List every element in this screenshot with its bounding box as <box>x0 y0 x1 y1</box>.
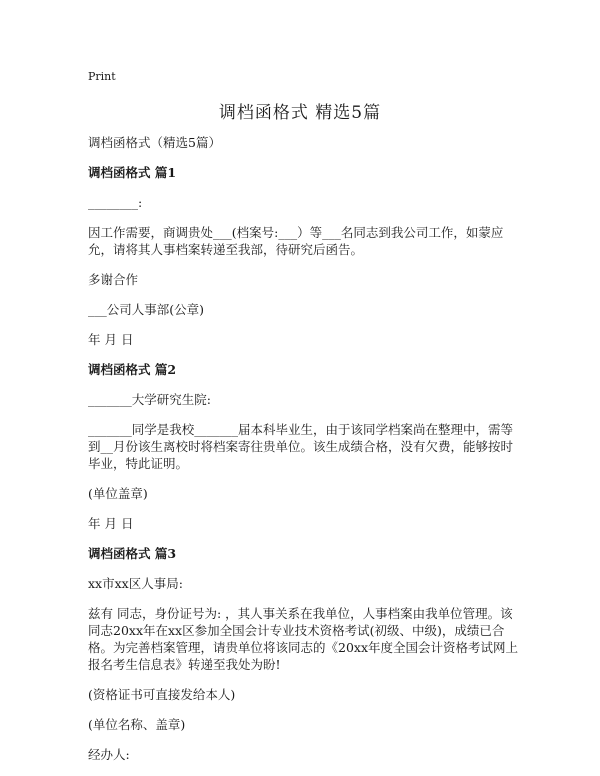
section-2-body: _______同学是我校_______届本科毕业生，由于该同学档案尚在整理中，需等到__月份该生离校时将档案寄往贵单位。该生成绩合格，没有欠费，能够按时毕业，特此证明。 <box>88 422 514 471</box>
document-title: 调档函格式 精选5篇 <box>218 103 382 123</box>
section-2-signature: (单位盖章) <box>88 486 148 501</box>
section-3-heading: 调档函格式 篇3 <box>88 546 177 561</box>
section-3-signature: (单位名称、盖章) <box>88 717 186 732</box>
section-1-salutation: ________: <box>88 195 143 210</box>
print-label: Print <box>88 70 116 83</box>
section-3-body: 兹有 同志，身份证号为: ，其人事关系在我单位，人事档案由我单位管理。该同志20xx年在xx区参加全国会计专业技术资格考试(初级、中级)，成绩已合格。为完善档案管理，请贵单位将该同志的《20xx年度全国会计资格考试网上报名考生信息表》转递至我处为盼! <box>88 606 519 672</box>
section-1-body: 因工作需要，商调贵处___(档案号:___）等___名同志到我公司工作，如蒙应允，请将其人事档案转递至我部，待研究后函告。 <box>88 225 504 257</box>
section-2-date: 年 月 日 <box>88 516 134 531</box>
section-2-heading: 调档函格式 篇2 <box>88 362 177 377</box>
section-3-salutation: xx市xx区人事局: <box>88 576 183 591</box>
document-body <box>88 134 520 776</box>
section-1-thanks: 多谢合作 <box>88 272 139 287</box>
subtitle: 调档函格式（精选5篇） <box>88 135 221 150</box>
section-2-salutation: _______大学研究生院: <box>88 392 211 407</box>
section-3-handler: 经办人: <box>88 747 130 762</box>
section-1-heading: 调档函格式 篇1 <box>88 165 177 180</box>
section-1-signature: ___公司人事部(公章) <box>88 302 205 317</box>
section-1-date: 年 月 日 <box>88 332 134 347</box>
section-3-note: (资格证书可直接发给本人) <box>88 687 236 702</box>
